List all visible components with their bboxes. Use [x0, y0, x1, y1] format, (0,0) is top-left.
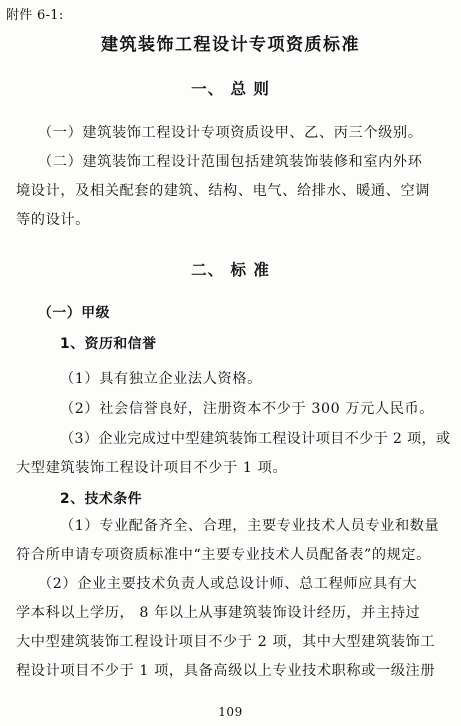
- technical-conditions-heading: 2、技术条件: [60, 491, 143, 507]
- paragraph-line: 等的设计。: [16, 212, 90, 228]
- grade-a-heading: （一）甲级: [38, 305, 110, 321]
- attachment-label: 附件 6-1:: [6, 8, 64, 23]
- paragraph-line: （2）企业主要技术负责人或总设计师、总工程师应具有大: [38, 576, 418, 592]
- page-number: 109: [218, 705, 243, 719]
- paragraph-line: （3）企业完成过中型建筑装饰工程设计项目不少于 2 项，或: [60, 431, 451, 447]
- paragraph-line: 大型建筑装饰工程设计项目不少于 1 项。: [16, 460, 288, 476]
- paragraph-line: （一）建筑装饰工程设计专项资质设甲、乙、丙三个级别。: [38, 125, 423, 141]
- document-title: 建筑装饰工程设计专项资质标准: [101, 35, 360, 55]
- section-heading-general: 一、 总 则: [191, 80, 270, 98]
- paragraph-line: 境设计，及相关配套的建筑、结构、电气、给排水、暖通、空调: [16, 183, 431, 199]
- section-heading-standards: 二、 标 准: [191, 261, 270, 279]
- paragraph-line: （二）建筑装饰工程设计范围包括建筑装饰装修和室内外环: [38, 154, 423, 170]
- paragraph-line: （1）专业配备齐全、合理，主要专业技术人员专业和数量: [60, 518, 440, 534]
- qualification-heading: 1、资历和信誉: [60, 336, 157, 352]
- paragraph-line: （1）具有独立企业法人资格。: [60, 371, 262, 387]
- paragraph-line: 符合所申请专项资质标准中“主要专业技术人员配备表”的规定。: [16, 547, 431, 563]
- paragraph-line: （2）社会信誉良好，注册资本不少于 300 万元人民币。: [60, 401, 435, 417]
- paragraph-line: 大中型建筑装饰工程设计项目不少于 2 项，其中大型建筑装饰工: [16, 634, 436, 650]
- paragraph-line: 程设计项目不少于 1 项，具备高级以上专业技术职称或一级注册: [16, 663, 436, 679]
- paragraph-line: 学本科以上学历， 8 年以上从事建筑装饰设计经历，并主持过: [16, 605, 421, 621]
